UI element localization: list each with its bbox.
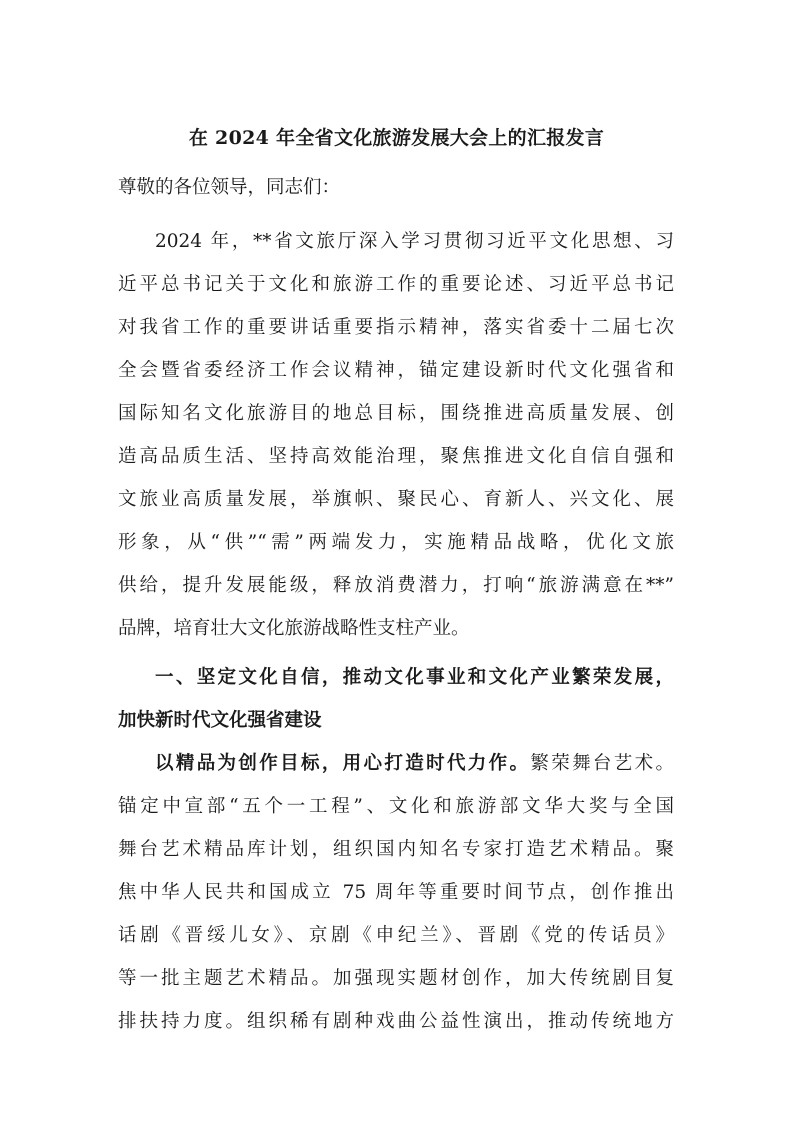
intro-line: 造高品质生活、坚持高效能治理，聚焦推进文化自信自强和 bbox=[118, 446, 674, 467]
section-para-line: 锚定中宣部“五个一工程”、文化和旅游部文华大奖与全国 bbox=[118, 796, 674, 817]
intro-line: 供给，提升发展能级，释放消费潜力，打响“旅游满意在**” bbox=[118, 575, 674, 596]
section-para-line: 话剧《晋绥儿女》、京剧《申纪兰》、晋剧《党的传话员》 bbox=[118, 925, 674, 946]
section-para-lead: 以精品为创作目标，用心打造时代力作。 bbox=[155, 753, 531, 774]
section-para-line: 等一批主题艺术精品。加强现实题材创作，加大传统剧目复 bbox=[118, 968, 674, 989]
intro-line: 近平总书记关于文化和旅游工作的重要论述、习近平总书记 bbox=[118, 274, 674, 295]
intro-line: 文旅业高质量发展，举旗帜、聚民心、育新人、兴文化、展 bbox=[118, 489, 674, 510]
section-para-first-line bbox=[155, 750, 674, 778]
intro-line: 国际知名文化旅游目的地总目标，围绕推进高质量发展、创 bbox=[118, 403, 674, 424]
document-title: 在 2024 年全省文化旅游发展大会上的汇报发言 bbox=[188, 127, 605, 149]
section-para-line: 排扶持力度。组织稀有剧种戏曲公益性演出，推动传统地方 bbox=[118, 1011, 674, 1032]
intro-line: 2024 年，**省文旅厅深入学习贯彻习近平文化思想、习 bbox=[155, 231, 674, 252]
intro-line: 全会暨省委经济工作会议精神，锚定建设新时代文化强省和 bbox=[118, 360, 674, 381]
intro-line: 品牌，培育壮大文化旅游战略性支柱产业。 bbox=[118, 618, 470, 639]
greeting: 尊敬的各位领导，同志们： bbox=[118, 177, 341, 198]
section-para-line: 焦中华人民共和国成立 75 周年等重要时间节点，创作推出 bbox=[118, 882, 674, 903]
section-heading: 加快新时代文化强省建设 bbox=[118, 710, 322, 731]
section-para-first-rest: 繁荣舞台艺术。 bbox=[530, 753, 674, 774]
section-heading: 一、坚定文化自信，推动文化事业和文化产业繁荣发展， bbox=[155, 667, 674, 688]
intro-line: 对我省工作的重要讲话重要指示精神，落实省委十二届七次 bbox=[118, 317, 674, 338]
section-para-line: 舞台艺术精品库计划，组织国内知名专家打造艺术精品。聚 bbox=[118, 839, 674, 860]
intro-line: 形象，从“供”“需”两端发力，实施精品战略，优化文旅 bbox=[118, 532, 674, 553]
